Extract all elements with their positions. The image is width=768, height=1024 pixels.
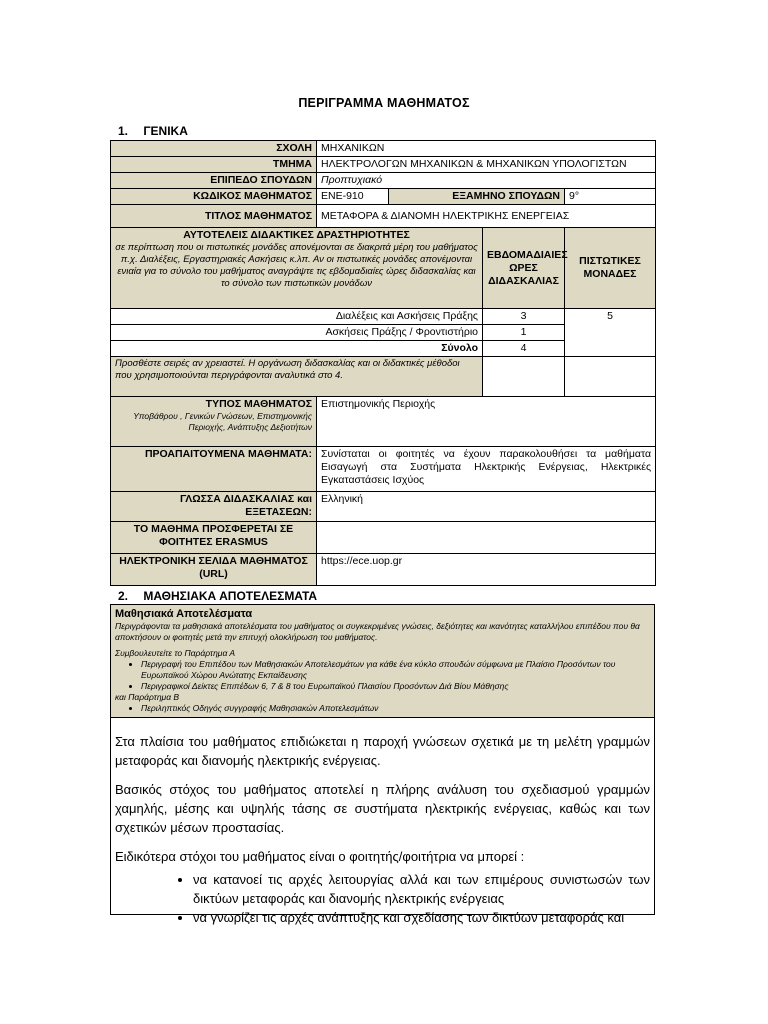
credits-value: 5 [565,309,656,357]
empty-cell [565,357,656,397]
general-info-table [110,140,656,586]
section2-title: ΜΑΘΗΣΙΑΚΑ ΑΠΟΤΕΛΕΣΜΑΤΑ [143,589,318,603]
learning-outcomes-description: Περιγράφονται τα μαθησιακά αποτελέσματα του μαθήματος οι συγκεκριμένες γνώσεις, δεξιότητες και ικανότητες καταλλήλου επιπέδου που θα αποκτήσουν οι φοιτητές μετά την επιτυχή ολοκλήρωση του μαθήματος. [115,621,640,642]
goal-item: • να γνωρίζει τις αρχές ανάπτυξης και σχεδίασης των δικτύων μεταφοράς και [193,908,650,927]
course-url-label: ΗΛΕΚΤΡΟΝΙΚΗ ΣΕΛΙΔΑ ΜΑΘΗΜΑΤΟΣ (URL) [111,554,317,586]
activity-name: Διαλέξεις και Ασκήσεις Πράξης [111,309,483,325]
activity-hours: 1 [483,325,565,341]
list-item: • Περιγραφή του Επιπέδου των Μαθησιακών Αποτελεσμάτων για κάθε ένα κύκλο σπουδών σύμφωνα με Πλαίσιο Προσόντων του Ευρωπαϊκού Χώρου Ανώτατης Εκπαίδευσης [141,659,650,681]
course-code-value: ΕΝΕ-910 [317,189,389,205]
course-type-label: ΤΥΠΟΣ ΜΑΘΗΜΑΤΟΣ [205,398,312,410]
credits-header: ΠΙΣΤΩΤΙΚΕΣ ΜΟΝΑΔΕΣ [565,228,656,309]
section2-number: 2. [118,589,129,603]
course-type-value: Επιστημονικής Περιοχής [317,397,656,447]
course-title-value: ΜΕΤΑΦΟΡΑ & ΔΙΑΝΟΜΗ ΗΛΕΚΤΡΙΚΗΣ ΕΝΕΡΓΕΙΑΣ [317,205,656,228]
school-label: ΣΧΟΛΗ [111,141,317,157]
erasmus-value [317,522,656,554]
study-level-label: ΕΠΙΠΕΔΟ ΣΠΟΥΔΩΝ [111,173,317,189]
empty-cell [483,357,565,397]
learning-outcomes-title: Μαθησιακά Αποτελέσματα [115,608,253,620]
activity-name: Ασκήσεις Πράξης / Φροντιστήριο [111,325,483,341]
course-title-label: ΤΙΤΛΟΣ ΜΑΘΗΜΑΤΟΣ [111,205,317,228]
document-title: ΠΕΡΙΓΡΑΜΜΑ ΜΑΘΗΜΑΤΟΣ [298,96,470,110]
course-url-value[interactable]: https://ece.uop.gr [317,554,656,586]
outcomes-paragraph: Στα πλαίσια του μαθήματος επιδιώκεται η παροχή γνώσεων σχετικά με τη μελέτη γραμμών μεταφοράς και διανομής ηλεκτρικής ενέργειας. [115,734,650,768]
learning-outcomes-box [110,604,655,925]
language-label: ΓΛΩΣΣΑ ΔΙΔΑΣΚΑΛΙΑΣ και ΕΞΕΤΑΣΕΩΝ: [111,492,317,522]
section1-title: ΓΕΝΙΚΑ [143,124,188,138]
activities-header [111,228,483,309]
section2-heading [118,589,317,603]
activity-hours: 3 [483,309,565,325]
activities-note: σε περίπτωση που οι πιστωτικές μονάδες απονέμονται σε διακριτά μέρη του μαθήματος π.χ. Διαλέξεις, Εργαστηριακές Ασκήσεις κ.λπ. Αν οι πιστωτικές μονάδες απονέμονται ενιαία για το σύνολο του μαθήματος αναγράψτε τις εβδομαδιαίες ώρες διδασκαλίας και το σύνολο των πιστωτικών μονάδων [115,242,478,289]
add-rows-note: Προσθέστε σειρές αν χρειαστεί. Η οργάνωση διδασκαλίας και οι διδακτικές μέθοδοι που χρησιμοποιούνται περιγράφονται αναλυτικά στο 4. [111,357,483,397]
outcomes-paragraph: Βασικός στόχος του μαθήματος αποτελεί η πλήρης ανάλυση του σχεδιασμού γραμμών χαμηλής, μέσης και υψηλής τάσης σε συστήματα ηλεκτρικής ενέργειας, καθώς και των σχετικών μέσων προστασίας. [115,782,650,835]
course-code-label: ΚΩΔΙΚΟΣ ΜΑΘΗΜΑΤΟΣ [111,189,317,205]
goal-item: • να κατανοεί τις αρχές λειτουργίας αλλά και των επιμέρους συνιστωσών των δικτύων μεταφοράς και διανομής ηλεκτρικής ενέργειας [193,870,650,908]
department-label: ΤΜΗΜΑ [111,157,317,173]
list-item: • Περιγραφικοί Δείκτες Επιπέδων 6, 7 & 8 του Ευρωπαϊκού Πλαισίου Προσόντων Διά Βίου Μάθησης [141,681,650,692]
learning-outcomes-instructions [111,605,654,718]
semester-value: 9° [565,189,656,205]
prerequisites-label: ΠΡΟΑΠΑΙΤΟΥΜΕΝΑ ΜΑΘΗΜΑΤΑ: [111,447,317,492]
appendix-b-list [115,703,650,714]
study-level-value: Προπτυχιακό [317,173,656,189]
section1-heading [118,124,188,138]
department-value: ΗΛΕΚΤΡΟΛΟΓΩΝ ΜΗΧΑΝΙΚΩΝ & ΜΗΧΑΝΙΚΩΝ ΥΠΟΛΟΓΙΣΤΩΝ [317,157,656,173]
semester-label: ΕΞΑΜΗΝΟ ΣΠΟΥΔΩΝ [389,189,565,205]
course-type-label-cell [111,397,317,447]
outcomes-paragraph: Ειδικότερα στόχοι του μαθήματος είναι ο φοιτητής/φοιτήτρια να μπορεί : [115,849,525,864]
section1-number: 1. [118,124,129,138]
language-value: Ελληνική [317,492,656,522]
activities-label: ΑΥΤΟΤΕΛΕΙΣ ΔΙΔΑΚΤΙΚΕΣ ΔΡΑΣΤΗΡΙΟΤΗΤΕΣ [183,229,410,241]
total-label: Σύνολο [111,341,483,357]
appendix-b-label: και Παράρτημα Β [115,692,180,702]
list-item: • Περιληπτικός Οδηγός συγγραφής Μαθησιακών Αποτελεσμάτων [141,703,650,714]
learning-outcomes-content [111,718,654,925]
goals-list [115,870,650,927]
appendix-a-list [115,659,650,692]
school-value: ΜΗΧΑΝΙΚΩΝ [317,141,656,157]
weekly-hours-header: ΕΒΔΟΜΑΔΙΑΙΕΣ ΩΡΕΣ ΔΙΔΑΣΚΑΛΙΑΣ [483,228,565,309]
prerequisites-value: Συνίσταται οι φοιτητές να έχουν παρακολουθήσει τα μαθήματα Εισαγωγή στα Συστήματα Ηλεκτρικής Ενέργειας, Ηλεκτρικές Εγκαταστάσεις Ισχύος [317,447,656,492]
erasmus-label: ΤΟ ΜΑΘΗΜΑ ΠΡΟΣΦΕΡΕΤΑΙ ΣΕ ΦΟΙΤΗΤΕΣ ERASMUS [111,522,317,554]
appendix-a-label: Συμβουλευτείτε το Παράρτημα Α [115,648,236,658]
course-type-note: Υποβάθρου , Γενικών Γνώσεων, Επιστημονικής Περιοχής, Ανάπτυξης Δεξιοτήτων [133,411,312,432]
total-hours: 4 [483,341,565,357]
